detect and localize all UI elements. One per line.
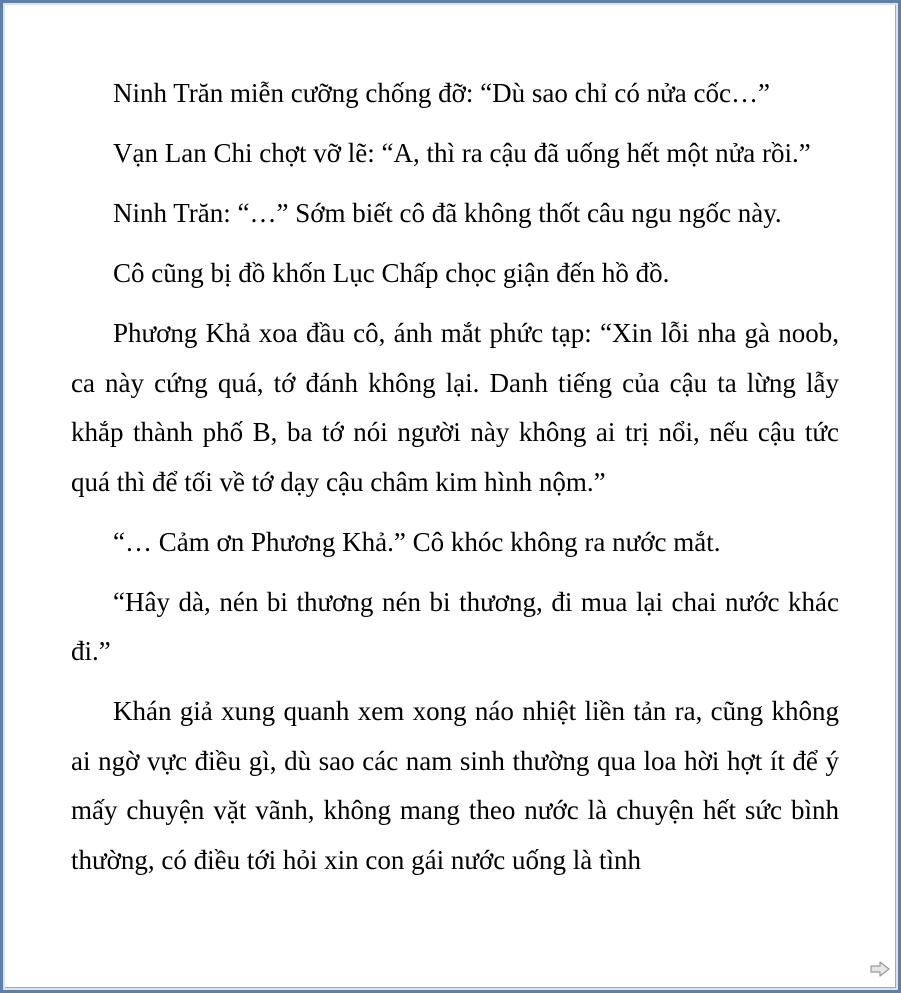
document-page (5, 5, 896, 988)
paragraph: “Hây dà, nén bi thương nén bi thương, đi mua lại chai nước khác đi.” (71, 586, 839, 666)
paragraph: Ninh Trăn miễn cưỡng chống đỡ: “Dù sao chỉ có nửa cốc…” (113, 78, 770, 108)
document-body (71, 69, 839, 896)
paragraph: Cô cũng bị đồ khốn Lục Chấp chọc giận đến hồ đồ. (113, 258, 670, 288)
paragraph: “… Cảm ơn Phương Khả.” Cô khóc không ra nước mắt. (113, 526, 721, 557)
arrow-right-icon[interactable] (869, 960, 891, 978)
paragraph: Vạn Lan Chi chợt vỡ lẽ: “A, thì ra cậu đã uống hết một nửa rồi.” (113, 138, 811, 168)
paragraph: Ninh Trăn: “…” Sớm biết cô đã không thốt câu ngu ngốc này. (113, 198, 782, 228)
paragraph: Phương Khả xoa đầu cô, ánh mắt phức tạp: “Xin lỗi nha gà noob, ca này cứng quá, tớ đánh không lại. Danh tiếng của cậu ta lừng lẫy khắp thành phố B, ba tớ nói người này không ai trị nổi, nếu cậu tức quá thì để tối về tớ dạy cậu châm kim hình nộm.” (71, 318, 839, 497)
paragraph: Khán giả xung quanh xem xong náo nhiệt liền tản ra, cũng không ai ngờ vực điều gì, dù sao các nam sinh thường qua loa hời hợt ít để ý mấy chuyện vặt vãnh, không mang theo nước là chuyện hết sức bình thường, có điều tới hỏi xin con gái nước uống là tình (71, 696, 839, 875)
